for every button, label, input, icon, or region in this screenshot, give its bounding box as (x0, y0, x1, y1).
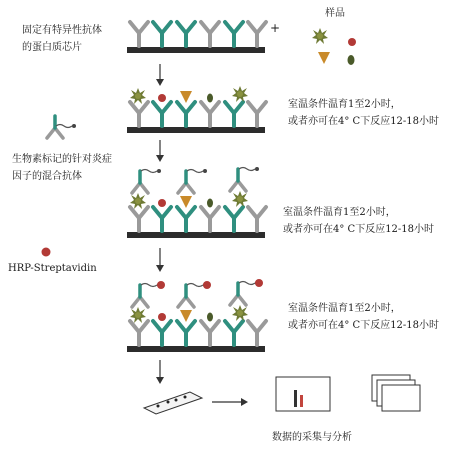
chip-1 (127, 22, 266, 53)
step-3-line-1: 室温条件温育1至2小时， (288, 303, 401, 314)
arrow-down-4 (156, 360, 164, 384)
biotin-antibody-line-1: 生物素标记的针对炎症 (12, 154, 112, 165)
arrow-right (212, 398, 248, 406)
step-2-line-2: 或者亦可在4° C下反应12-18小时 (283, 224, 435, 235)
biotin-antibody-line-2: 因子的混合抗体 (12, 171, 82, 182)
step-2-conditions (283, 204, 434, 238)
scanned-chip (144, 392, 202, 414)
sample-label: 样品 (325, 8, 345, 19)
result-bar-chart (276, 377, 330, 411)
chip-label-line-1: 固定有特异性抗体 (22, 25, 102, 36)
biotin-antibody-icon (47, 116, 76, 138)
step-1-line-2: 或者亦可在4° C下反应12-18小时 (288, 116, 440, 127)
step-1-line-1: 室温条件温育1至2小时， (288, 99, 401, 110)
hrp-streptavidin-label: HRP-Streptavidin (8, 263, 97, 274)
chip-label-line-2: 的蛋白质芯片 (22, 42, 82, 53)
antigen-oval (348, 55, 355, 65)
analysis-label: 数据的采集与分析 (272, 432, 352, 443)
plus-sign: + (270, 21, 281, 35)
chip-4 (127, 279, 266, 352)
chip-2 (127, 86, 266, 133)
antigen-dot (348, 38, 356, 46)
chip-3 (127, 167, 266, 238)
step-3-conditions (288, 300, 439, 334)
result-report-pages (372, 375, 420, 411)
arrow-down-1 (156, 64, 164, 86)
biotin-antibody-label (12, 151, 112, 185)
arrow-down-3 (156, 248, 164, 272)
sample-antigens (312, 28, 356, 65)
step-3-line-2: 或者亦可在4° C下反应12-18小时 (288, 320, 440, 331)
hrp-streptavidin-icon (42, 248, 51, 257)
chip-label (22, 22, 102, 56)
step-2-line-1: 室温条件温育1至2小时， (283, 207, 396, 218)
step-1-conditions (288, 96, 439, 130)
arrow-down-2 (156, 140, 164, 162)
